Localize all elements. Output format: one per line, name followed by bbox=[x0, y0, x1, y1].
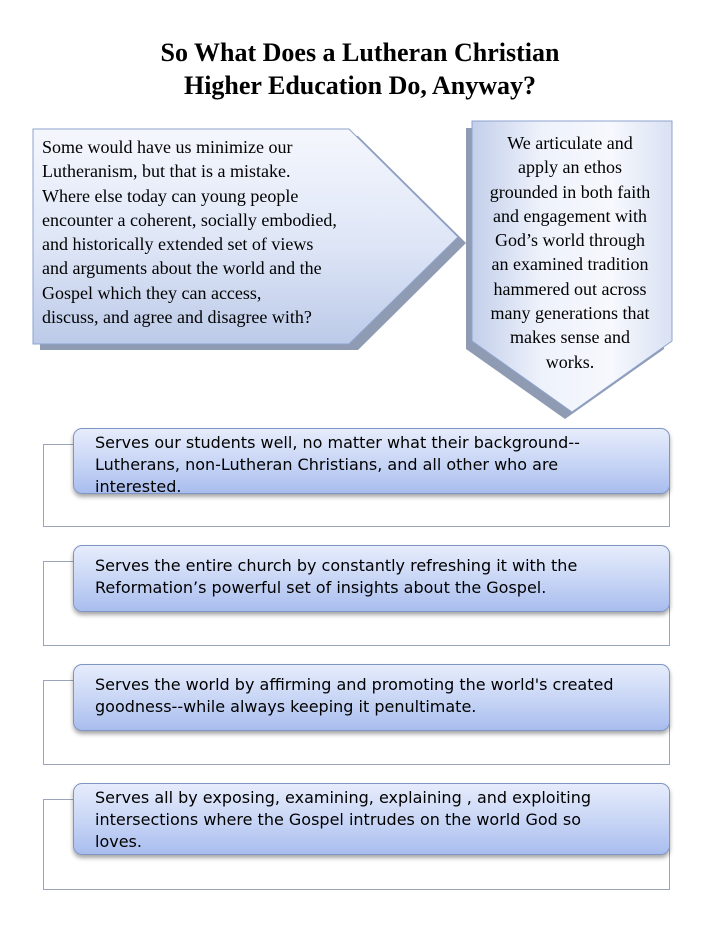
down-arrow-line: and engagement with bbox=[493, 205, 647, 226]
list-item bbox=[73, 545, 670, 612]
down-arrow-line: works. bbox=[545, 351, 595, 372]
list-item bbox=[73, 783, 670, 855]
title-line-1: So What Does a Lutheran Christian bbox=[160, 38, 560, 67]
right-arrow-line: and historically extended set of views bbox=[42, 234, 314, 255]
list-item-line: Serves the world by affirming and promoting the world's created bbox=[95, 675, 614, 694]
down-arrow-text bbox=[468, 131, 672, 374]
list-item-line: interested. bbox=[95, 477, 182, 496]
right-arrow-line: Where else today can young people bbox=[42, 185, 299, 206]
down-arrow-line: many generations that bbox=[490, 303, 650, 324]
right-arrow-line: Lutheranism, but that is a mistake. bbox=[42, 161, 291, 182]
list-item-line: Serves all by exposing, examining, explaining , and exploiting bbox=[95, 788, 592, 807]
list-item-line: Serves our students well, no matter what their background-- bbox=[95, 433, 580, 452]
list-item-line: goodness--while always keeping it penultimate. bbox=[95, 697, 477, 716]
list-item-line: loves. bbox=[95, 832, 142, 851]
list-item bbox=[73, 428, 670, 494]
right-arrow-line: discuss, and agree and disagree with? bbox=[42, 307, 312, 328]
down-arrow-line: an examined tradition bbox=[491, 254, 649, 275]
down-arrow-line: We articulate and bbox=[507, 133, 633, 153]
right-arrow-line: and arguments about the world and the bbox=[42, 258, 322, 279]
list-item-line: Serves the entire church by constantly refreshing it with the bbox=[95, 556, 578, 575]
title-line-2: Higher Education Do, Anyway? bbox=[183, 71, 536, 100]
list-item-line: Reformation’s powerful set of insights about the Gospel. bbox=[95, 578, 547, 597]
down-arrow-line: God’s world through bbox=[495, 230, 645, 251]
down-arrow-line: grounded in both faith bbox=[489, 181, 651, 202]
right-arrow-line: Gospel which they can access, bbox=[42, 282, 262, 303]
right-arrow-line: encounter a coherent, socially embodied, bbox=[42, 209, 337, 230]
down-arrow-line: makes sense and bbox=[510, 327, 630, 348]
list-item bbox=[73, 664, 670, 731]
right-arrow-line: Some would have us minimize our bbox=[42, 137, 293, 157]
list-item-line: Lutherans, non-Lutheran Christians, and all other who are bbox=[95, 455, 559, 474]
down-arrow-line: hammered out across bbox=[493, 278, 647, 299]
list-item-line: intersections where the Gospel intrudes on the world God so bbox=[95, 810, 582, 829]
right-arrow-text bbox=[42, 135, 412, 329]
down-arrow-line: apply an ethos bbox=[518, 157, 622, 178]
